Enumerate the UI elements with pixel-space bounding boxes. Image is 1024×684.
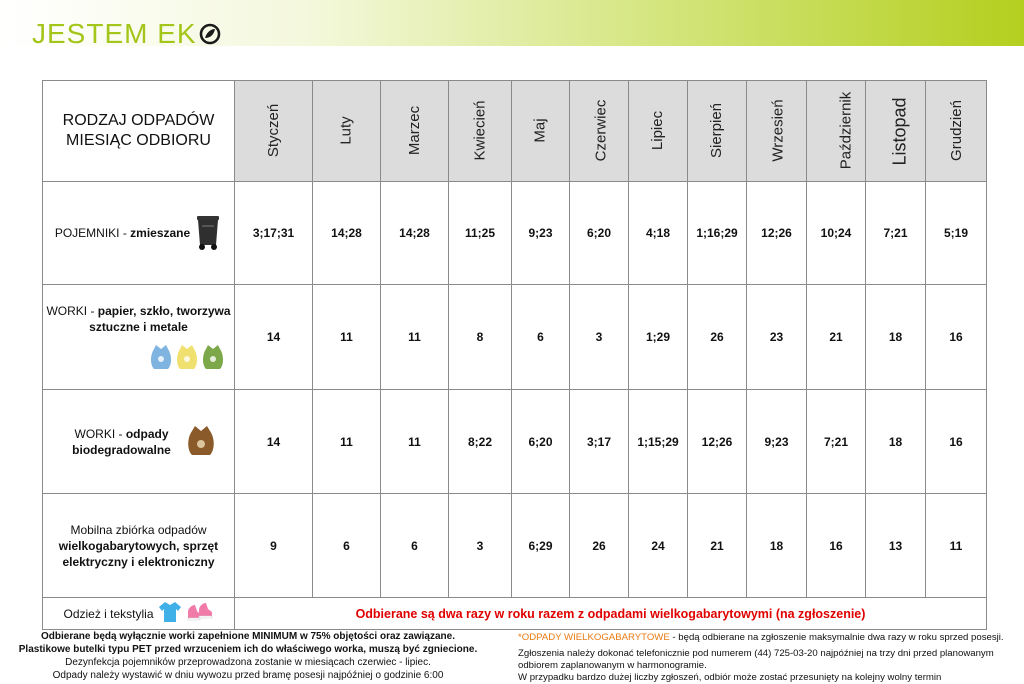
row-label-plain: Mobilna zbiórka odpadów: [70, 522, 207, 537]
footer-left-line-2: Plastikowe butelki typu PET przed wrzuceniem ich do właściwego worka, muszą być zgniecione.: [18, 644, 478, 655]
row-label: [43, 390, 235, 494]
month-header: [807, 81, 866, 182]
schedule-cell: 6: [512, 285, 570, 390]
schedule-cell: 8: [449, 285, 512, 390]
month-header: [381, 81, 449, 182]
table-row: [43, 285, 987, 390]
schedule-cell: 18: [866, 285, 926, 390]
schedule-cell: 3;17;31: [235, 182, 313, 285]
schedule-cell: 1;16;29: [688, 182, 747, 285]
month-header: [747, 81, 807, 182]
footer-left-line-1: Odbierane będą wyłącznie worki zapełnione MINIMUM w 75% objętości oraz zawiązane.: [41, 631, 455, 642]
schedule-cell: 16: [807, 494, 866, 598]
schedule-cell: 1;29: [629, 285, 688, 390]
corner-header: [43, 81, 235, 182]
month-label: Grudzień: [947, 100, 965, 161]
month-header: [313, 81, 381, 182]
collection-schedule-table: [42, 80, 987, 630]
month-header: [629, 81, 688, 182]
trash-bin-icon: [194, 211, 222, 255]
footer-right-line-3: W przypadku bardzo dużej liczby zgłoszeń, odbiór może zostać przesunięty na kolejny wolny termin: [518, 672, 942, 683]
schedule-cell: 16: [926, 285, 987, 390]
schedule-cell: 6;20: [570, 182, 629, 285]
row-label: [43, 182, 235, 285]
month-label: Październik: [837, 91, 855, 170]
schedule-cell: 14;28: [313, 182, 381, 285]
month-header: [688, 81, 747, 182]
schedule-cell: 6;29: [512, 494, 570, 598]
schedule-cell: 24: [629, 494, 688, 598]
clothes-label: Odzież i tekstylia: [63, 606, 154, 621]
month-header-row: [43, 81, 987, 182]
month-header: [235, 81, 313, 182]
month-label: Lipiec: [649, 110, 667, 151]
month-label: Kwiecień: [471, 100, 489, 161]
row-label-bold: papier, szkło, tworzywa sztuczne i metale: [89, 304, 231, 334]
corner-line-2: MIESIĄC ODBIORU: [66, 132, 211, 149]
recycling-bags-icon: [43, 341, 234, 371]
schedule-cell: 21: [807, 285, 866, 390]
footer-right-line-2: Zgłoszenia należy dokonać telefonicznie pod numerem (44) 725-03-20 najpóźniej na trzy dni przed planowanym odbiorem zaplanowanym w harmonogramie.: [518, 648, 994, 671]
schedule-cell: 7;21: [807, 390, 866, 494]
bio-bag-icon: [186, 422, 216, 462]
bulky-waste-highlight: *ODPADY WIELKOGABARYTOWE: [518, 632, 670, 643]
schedule-cell: 26: [688, 285, 747, 390]
footer-right-line-1-rest: - będą odbierane na zgłoszenie maksymalnie dwa razy w roku sprzed posesji.: [669, 632, 1004, 643]
schedule-cell: 12;26: [747, 182, 807, 285]
schedule-cell: 7;21: [866, 182, 926, 285]
schedule-cell: 9;23: [512, 182, 570, 285]
brand-logo: [32, 18, 221, 50]
brand-text: JESTEM EK: [32, 18, 197, 49]
schedule-cell: 14: [235, 390, 313, 494]
schedule-cell: 6;20: [512, 390, 570, 494]
corner-line-1: RODZAJ ODPADÓW: [62, 112, 215, 129]
schedule-cell: 6: [313, 494, 381, 598]
schedule-cell: 12;26: [688, 390, 747, 494]
row-label: [43, 598, 235, 630]
schedule-cell: 3;17: [570, 390, 629, 494]
schedule-cell: 14: [235, 285, 313, 390]
month-label: Maj: [531, 118, 549, 143]
schedule-cell: 18: [866, 390, 926, 494]
row-label: [43, 285, 235, 390]
table-row: [43, 598, 987, 630]
footer-right-line-1: [518, 632, 1008, 644]
month-label: Wrzesień: [769, 99, 787, 162]
leaf-logo-icon: [199, 23, 221, 45]
schedule-cell: 3: [449, 494, 512, 598]
schedule-cell: 11: [313, 390, 381, 494]
schedule-cell: 11: [926, 494, 987, 598]
month-header: [449, 81, 512, 182]
month-header: [570, 81, 629, 182]
schedule-cell: 26: [570, 494, 629, 598]
schedule-cell: 11: [381, 390, 449, 494]
month-label: Marzec: [406, 105, 423, 156]
schedule-cell: 11;25: [449, 182, 512, 285]
month-label: Luty: [337, 116, 355, 145]
schedule-cell: 11: [313, 285, 381, 390]
month-label: Sierpień: [708, 102, 726, 159]
footer-notes-right: [518, 632, 1008, 684]
schedule-cell: 1;15;29: [629, 390, 688, 494]
row-label-plain: POJEMNIKI -: [54, 226, 131, 240]
row-label-bold: wielkogabarytowych, sprzęt elektryczny i elektroniczny: [58, 538, 219, 569]
schedule-cell: 8;22: [449, 390, 512, 494]
schedule-cell: 6: [381, 494, 449, 598]
schedule-cell: 3: [570, 285, 629, 390]
row-label: [43, 494, 235, 598]
schedule-cell: 18: [747, 494, 807, 598]
row-label-plain: WORKI -: [46, 304, 98, 318]
footer-notes-left: [0, 630, 496, 682]
clothes-note-cell: [235, 598, 987, 630]
table-row: [43, 182, 987, 285]
row-label-plain: WORKI -: [74, 426, 126, 441]
table-row: [43, 494, 987, 598]
schedule-cell: 23: [747, 285, 807, 390]
footer-left-line-3: Dezynfekcja pojemników przeprowadzona zostanie w miesiącach czerwiec - lipiec.: [65, 657, 431, 668]
schedule-cell: 16: [926, 390, 987, 494]
clothes-note: Odbierane są dwa razy w roku razem z odpadami wielkogabarytowymi (na zgłoszenie): [355, 606, 866, 621]
month-header: [926, 81, 987, 182]
month-label: Listopad: [889, 96, 910, 166]
month-label: Czerwiec: [592, 99, 610, 162]
row-label-bold: zmieszane: [130, 226, 191, 240]
month-label: Styczeń: [264, 103, 282, 158]
sneakers-icon: [186, 602, 214, 626]
schedule-cell: 5;19: [926, 182, 987, 285]
schedule-cell: 11: [381, 285, 449, 390]
schedule-cell: 4;18: [629, 182, 688, 285]
schedule-cell: 21: [688, 494, 747, 598]
schedule-cell: 9;23: [747, 390, 807, 494]
table-row: [43, 390, 987, 494]
schedule-cell: 14;28: [381, 182, 449, 285]
footer-left-line-4: Odpady należy wystawić w dniu wywozu przed bramę posesji najpóźniej o godzinie 6:00: [52, 670, 444, 681]
schedule-cell: 10;24: [807, 182, 866, 285]
month-header: [512, 81, 570, 182]
month-header: [866, 81, 926, 182]
schedule-cell: 9: [235, 494, 313, 598]
row-label-bold: odpady biodegradowalne: [72, 426, 171, 457]
tshirt-icon: [158, 601, 182, 627]
schedule-cell: 13: [866, 494, 926, 598]
